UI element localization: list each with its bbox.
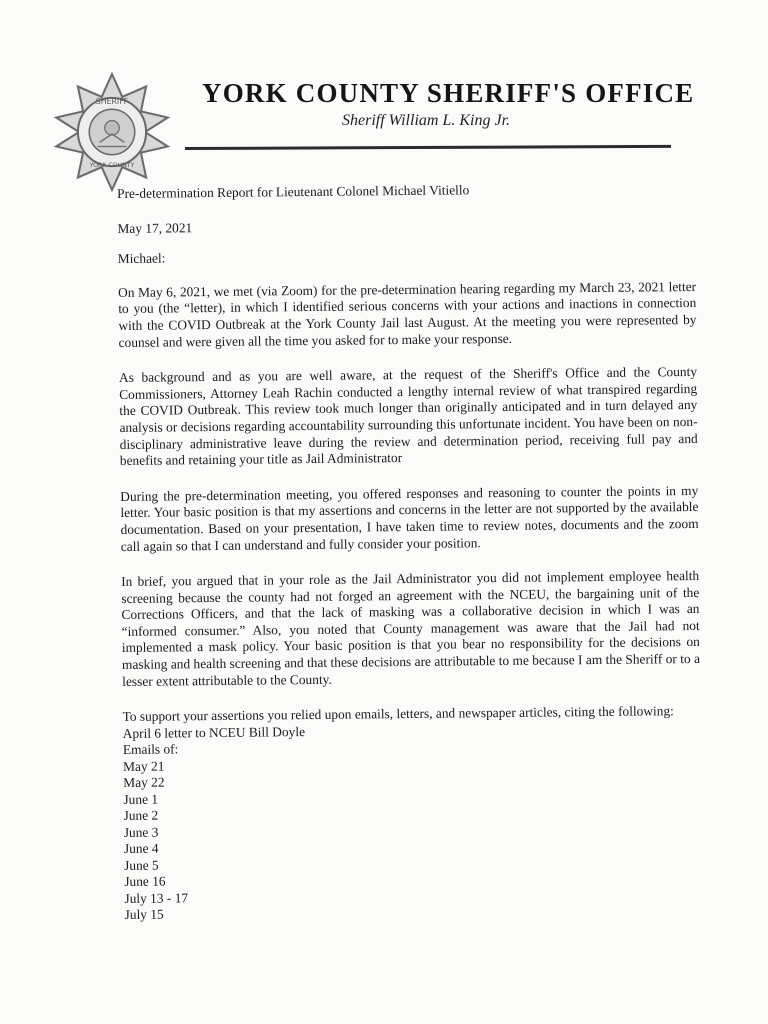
list-item: June 4 [123, 840, 159, 857]
list-item: June 3 [123, 824, 159, 840]
letter-salutation: Michael: [117, 250, 166, 267]
paragraph-meeting: During the pre-determination meeting, you offered responses and reasoning to counter the points in my letter. Your basic position is that my assertions and concerns in the letter are not supported by the available documentation. Based on your presentation, I have taken time to review notes, documents and the zoom call again so that I can understand and fully consider your position. [120, 482, 699, 554]
list-item: May 22 [123, 774, 165, 791]
letter-subject: Pre-determination Report for Lieutenant Colonel Michael Vitiello [117, 182, 470, 201]
paragraph-background: As background and as you are well aware, at the request of the Sheriff's Office and the County Commissioners, Attorney Leah Rachin conducted a lengthy internal review of what transpired regarding the COVID Outbreak. This review took much longer than originally anticipated and in turn delayed any analysis or decisions regarding accountability surrounding this unfortunate incident. You have been on non-disciplinary administrative leave during the review and determination period, receiving full pay and benefits and retaining your title as Jail Administrator [118, 364, 698, 469]
list-item: June 16 [124, 873, 166, 890]
list-item: May 21 [122, 758, 165, 774]
agency-title: YORK COUNTY SHERIFF'S OFFICE [202, 78, 695, 108]
citation-list [123, 720, 703, 924]
svg-text:YORK COUNTY: YORK COUNTY [89, 162, 135, 170]
list-item: July 13 - 17 [124, 890, 189, 906]
paragraph-hearing: On May 6, 2021, we met (via Zoom) for the pre-determination hearing regarding my March 23, 2021 letter to you (the “letter), in which I identified serious concerns with your actions and inactions in connection with the COVID Outbreak at the York County Jail last August. At the meeting you were represented by counsel and were given all the time you asked for to make your response. [118, 278, 697, 350]
letterhead-rule [185, 145, 671, 150]
sheriff-name: Sheriff William L. King Jr. [342, 112, 511, 129]
list-intro: To support your assertions you relied upon emails, letters, and newspaper articles, citing the following: [122, 703, 674, 725]
list-item: Emails of: [122, 741, 179, 758]
paragraph-summary: In brief, you argued that in your role as the Jail Administrator you did not implement employee health screening because the county had not forged an agreement with the NCEU, the bargaining unit of the Corrections Officers, and that the lack of masking was a collaborative decision in which I was an “informed consumer.” Also, you noted that County management was aware that the Jail had not implemented a mask policy. Your basic position is that you bear no responsibility for the decisions on masking and health screening and that these decisions are attributable to me because I am the Sheriff or to a lesser extent attributable to the County. [121, 568, 701, 689]
list-item: April 6 letter to NCEU Bill Doyle [122, 723, 306, 741]
letter-body [117, 180, 703, 924]
list-item: June 1 [123, 791, 159, 807]
sheriff-badge-logo [50, 70, 174, 194]
letter-date: May 17, 2021 [117, 219, 193, 236]
list-item: June 2 [123, 807, 159, 824]
list-item: June 5 [124, 857, 159, 873]
svg-text:SHERIFF: SHERIFF [95, 97, 129, 107]
list-item: July 15 [124, 906, 164, 923]
